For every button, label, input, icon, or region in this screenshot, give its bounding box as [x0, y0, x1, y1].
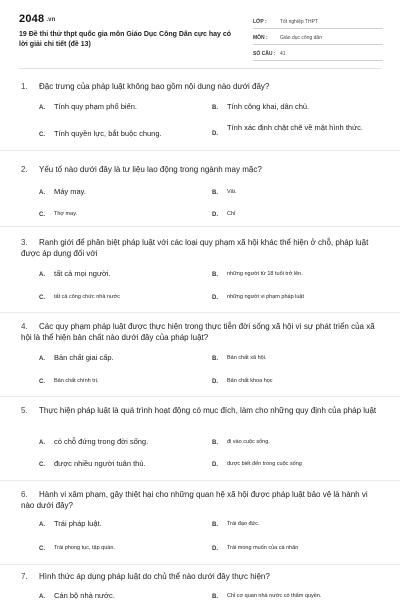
option-key: B. [212, 272, 218, 278]
option-text: tất cả mọi người. [54, 269, 111, 278]
option-text: tất cả công chức nhà nước [54, 294, 121, 300]
question-number: 2. [21, 165, 28, 174]
option-c[interactable] [39, 543, 199, 554]
question-stem [21, 321, 381, 343]
option-text: Bản chất khoa học [227, 378, 273, 384]
option-text: Chỉ [227, 211, 236, 217]
option-a[interactable] [39, 187, 199, 198]
question-text: Yếu tố nào dưới đây là tư liệu lao động trong ngành may mặc? [39, 165, 262, 174]
option-text: Trái pháp luật. [54, 519, 102, 528]
option-text: được nhiều người tuân thủ. [54, 459, 146, 468]
question-number: 6. [21, 490, 28, 499]
option-text: Tính xác định chặt chẽ về mặt hình thức. [227, 123, 363, 132]
option-text: đi vào cuộc sống. [227, 439, 270, 445]
meta-value: Giáo dục công dân [280, 35, 322, 41]
option-key: C. [39, 462, 45, 468]
question-2 [0, 152, 400, 227]
logo-brand: 2048 [19, 13, 45, 25]
option-text: Máy may. [54, 187, 86, 196]
option-key: A. [39, 272, 45, 278]
option-text: Cán bộ nhà nước. [54, 591, 115, 600]
option-a[interactable] [39, 519, 199, 530]
question-1 [0, 70, 400, 151]
option-text: Bản chất giai cấp. [54, 353, 114, 362]
question-stem [21, 405, 381, 416]
question-number: 7. [21, 572, 28, 581]
option-a[interactable] [39, 102, 199, 113]
option-text: Trái đạo đức. [227, 521, 260, 527]
option-d[interactable] [212, 209, 372, 220]
meta-row-count [253, 45, 383, 61]
option-key: B. [212, 522, 218, 528]
option-b[interactable] [212, 591, 382, 602]
option-b[interactable] [212, 102, 382, 113]
option-d[interactable] [212, 543, 377, 554]
option-a[interactable] [39, 269, 199, 280]
option-text: Bản chất chính trị. [54, 378, 99, 384]
header-divider [19, 68, 381, 69]
meta-value: Tốt nghiệp THPT [280, 19, 318, 25]
option-key: A. [39, 356, 45, 362]
meta-row-subject [253, 29, 383, 45]
option-a[interactable] [39, 591, 199, 602]
option-text: Tính công khai, dân chủ. [227, 102, 310, 111]
meta-row-class [253, 13, 383, 29]
question-text: Hình thức áp dụng pháp luật do chủ thể nào dưới đây thực hiện? [39, 572, 270, 581]
option-c[interactable] [39, 459, 204, 470]
option-key: C. [39, 212, 45, 218]
option-key: A. [39, 594, 45, 600]
option-text: Bản chất xã hội. [227, 355, 267, 361]
option-a[interactable] [39, 437, 204, 448]
document-title: 19 Đề thi thử thpt quốc gia môn Giáo Dục Công Dân cực hay có lời giải chi tiết (đề 13) [19, 31, 231, 48]
option-key: B. [212, 594, 218, 600]
question-6 [0, 482, 400, 565]
option-d[interactable] [212, 376, 372, 387]
option-text: những người vi phạm pháp luật [227, 294, 305, 300]
question-text: Thực hiện pháp luật là quá trình hoạt động có mục đích, làm cho những quy định của pháp luật [39, 406, 377, 415]
question-number: 5. [21, 406, 28, 415]
option-key: A. [39, 105, 45, 111]
option-key: D. [212, 131, 218, 137]
question-number: 4. [21, 322, 28, 331]
option-key: C. [39, 295, 45, 301]
option-key: D. [212, 295, 218, 301]
option-key: D. [212, 379, 218, 385]
option-text: Vải. [227, 189, 237, 195]
option-text: được biết đến trong cuộc sống [227, 461, 302, 467]
option-text: Tính quy phạm phổ biến. [54, 102, 137, 111]
meta-key: MÔN : [253, 35, 268, 41]
question-7 [0, 566, 400, 600]
option-b[interactable] [212, 353, 372, 364]
option-text: Trái mong muốn của cá nhân [227, 545, 299, 551]
option-d[interactable] [212, 292, 377, 303]
option-d[interactable] [212, 123, 374, 139]
option-key: C. [39, 132, 45, 138]
option-b[interactable] [212, 519, 372, 530]
question-text: Hành vi xâm phạm, gây thiệt hại cho những quan hệ xã hội được pháp luật bảo vệ là hành vi nào dưới đây? [21, 490, 368, 510]
question-4 [0, 314, 400, 397]
question-stem [21, 571, 381, 582]
header [0, 0, 400, 66]
option-text: có chỗ đứng trong đời sống. [54, 437, 149, 446]
option-text: những người từ 18 tuổi trở lên. [227, 271, 303, 277]
option-key: D. [212, 462, 218, 468]
question-stem [21, 489, 381, 511]
option-c[interactable] [39, 209, 199, 220]
option-c[interactable] [39, 292, 199, 303]
option-text: Thợ may. [54, 211, 78, 217]
question-number: 1. [21, 82, 28, 91]
option-key: A. [39, 522, 45, 528]
option-key: B. [212, 190, 218, 196]
option-key: A. [39, 190, 45, 196]
option-key: D. [212, 212, 218, 218]
option-d[interactable] [212, 459, 377, 470]
option-key: D. [212, 546, 218, 552]
option-b[interactable] [212, 269, 377, 280]
question-stem [21, 81, 381, 92]
question-stem [21, 164, 381, 175]
option-b[interactable] [212, 187, 372, 198]
option-key: B. [212, 356, 218, 362]
question-number: 3. [21, 238, 28, 247]
logo-suffix: .vn [46, 17, 56, 23]
option-a[interactable] [39, 353, 199, 364]
meta-key: LỚP : [253, 19, 267, 25]
option-text: Tính quyền lực, bắt buộc chung. [54, 129, 162, 138]
site-logo[interactable] [19, 13, 56, 25]
option-key: B. [212, 440, 218, 446]
meta-table [253, 13, 383, 61]
option-key: C. [39, 379, 45, 385]
option-key: B. [212, 105, 218, 111]
question-3 [0, 228, 400, 313]
option-c[interactable] [39, 376, 199, 387]
option-text: Trái phong tục, tập quán. [54, 545, 115, 551]
option-c[interactable] [39, 129, 209, 140]
question-text: Ranh giới để phân biệt pháp luật với các loại quy phạm xã hội khác thể hiện ở chỗ, pháp luật được áp dụng đối với [21, 238, 369, 258]
option-text: Chỉ cơ quan nhà nước có thẩm quyền. [227, 593, 322, 599]
question-text: Các quy phạm pháp luật được thực hiện trong thực tiễn đời sống xã hội vì sự phát triển của xã hội là thể hiện bản chất nào dưới đây của pháp luật? [21, 322, 375, 342]
option-key: A. [39, 440, 45, 446]
question-text: Đặc trưng của pháp luật không bao gồm nội dung nào dưới đây? [39, 82, 270, 91]
question-stem [21, 237, 381, 259]
meta-key: SỐ CÂU : [253, 51, 276, 57]
option-b[interactable] [212, 437, 372, 448]
meta-value: 41 [280, 51, 286, 57]
option-key: C. [39, 546, 45, 552]
question-5 [0, 398, 400, 481]
